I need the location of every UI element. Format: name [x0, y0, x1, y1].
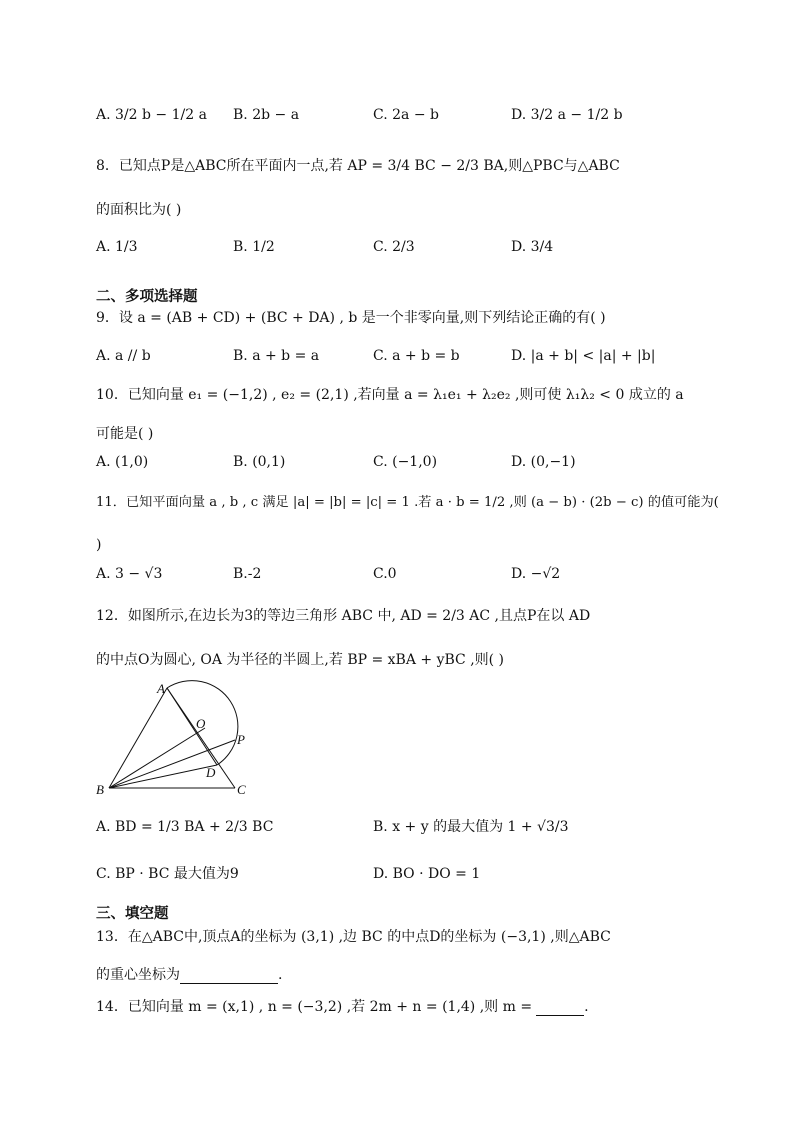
- q11-stem-line2: ): [96, 537, 102, 553]
- q7-option-c: [373, 106, 439, 124]
- q12-option-c: C. BP · BC 最大值为9: [96, 866, 239, 882]
- q12-label-c: C: [237, 782, 246, 797]
- q12-option-b: B. x + y 的最大值为 1 + √3/3: [373, 819, 569, 835]
- q9-option-d: D. |a + b| < |a| + |b|: [511, 348, 656, 364]
- q8-stem-line1: 8．已知点P是△ABC所在平面内一点,若 AP = 3/4 BC − 2/3 BA,则△PBC与△ABC: [96, 158, 620, 174]
- q10-option-b: B. (0,1): [233, 454, 286, 470]
- q11-option-c: C.0: [373, 566, 397, 582]
- q9-stem: 9．设 a = (AB + CD) + (BC + DA) , b 是一个非零向量,则下列结论正确的有( ): [96, 310, 606, 326]
- q7-option-d: [511, 106, 623, 124]
- q8-stem-line2: 的面积比为( ): [96, 202, 182, 218]
- q7-option-b: [233, 106, 299, 124]
- q14-answer-blank[interactable]: [536, 1001, 584, 1016]
- q12-label-d: D: [206, 765, 216, 780]
- q13-stem-line2: [96, 966, 282, 984]
- q8-option-a: A. 1/3: [96, 239, 138, 255]
- q12-segment-bo: [109, 728, 205, 788]
- q13-stem-line2-text: 的重心坐标为: [96, 967, 180, 983]
- q12-stem-line1: 12．如图所示,在边长为3的等边三角形 ABC 中, AD = 2/3 AC ,且点P在以 AD: [96, 608, 591, 624]
- q12-label-o: O: [196, 716, 206, 731]
- q9-option-a: A. a // b: [96, 348, 151, 364]
- section-title-multiple-choice: 二、多项选择题: [96, 289, 198, 305]
- q9-option-c: C. a + b = b: [373, 348, 460, 364]
- q7-option-a: [96, 106, 207, 124]
- q8-option-b: B. 1/2: [233, 239, 275, 255]
- q9-option-b: B. a + b = a: [233, 348, 320, 364]
- q12-triangle-figure: [90, 678, 260, 803]
- q7-option-d-text: D. 3/2 a − 1/2 b: [511, 107, 623, 123]
- q12-option-d: D. BO · DO = 1: [373, 866, 481, 882]
- q7-option-a-text: A. 3/2 b − 1/2 a: [96, 107, 207, 123]
- q12-segment-ad: [167, 688, 217, 765]
- q14-period: .: [584, 999, 589, 1015]
- q13-stem-line1: 13．在△ABC中,顶点A的坐标为 (3,1) ,边 BC 的中点D的坐标为 (−3,1) ,则△ABC: [96, 929, 611, 945]
- q11-option-d: D. −√2: [511, 566, 561, 582]
- q12-label-b: B: [96, 782, 104, 797]
- q12-label-a: A: [157, 681, 165, 696]
- q11-option-b: B.-2: [233, 566, 262, 582]
- q10-option-c: C. (−1,0): [373, 454, 438, 470]
- q10-stem-line2: 可能是( ): [96, 426, 154, 442]
- q7-option-c-text: C. 2a − b: [373, 107, 439, 123]
- q13-period: .: [278, 967, 283, 983]
- q10-option-d: D. (0,−1): [511, 454, 576, 470]
- section-title-fill-in: 三、填空题: [96, 906, 169, 922]
- q12-segment-bd: [109, 765, 217, 788]
- q10-stem-line1: 10．已知向量 e₁ = (−1,2) , e₂ = (2,1) ,若向量 a = λ₁e₁ + λ₂e₂ ,则可使 λ₁λ₂ < 0 成立的 a: [96, 387, 684, 403]
- q11-option-a: A. 3 − √3: [96, 566, 163, 582]
- q8-option-d: D. 3/4: [511, 239, 554, 255]
- q14-stem-line: [96, 998, 589, 1016]
- q8-option-c: C. 2/3: [373, 239, 415, 255]
- q12-option-a: A. BD = 1/3 BA + 2/3 BC: [96, 819, 274, 835]
- q7-option-b-text: B. 2b − a: [233, 107, 300, 123]
- q12-label-p: P: [237, 732, 245, 747]
- q12-side-ab: [109, 688, 167, 788]
- q12-stem-line2: 的中点O为圆心, OA 为半径的半圆上,若 BP = xBA + yBC ,则( ): [96, 652, 505, 668]
- q11-stem-line1: 11．已知平面向量 a , b , c 满足 |a| = |b| = |c| = 1 .若 a · b = 1/2 ,则 (a − b) · (2b − c) 的值可能为(: [96, 495, 719, 510]
- q10-option-a: A. (1,0): [96, 454, 149, 470]
- q14-stem-text: 14．已知向量 m = (x,1) , n = (−3,2) ,若 2m + n = (1,4) ,则 m =: [96, 999, 533, 1015]
- q13-answer-blank[interactable]: [180, 969, 278, 984]
